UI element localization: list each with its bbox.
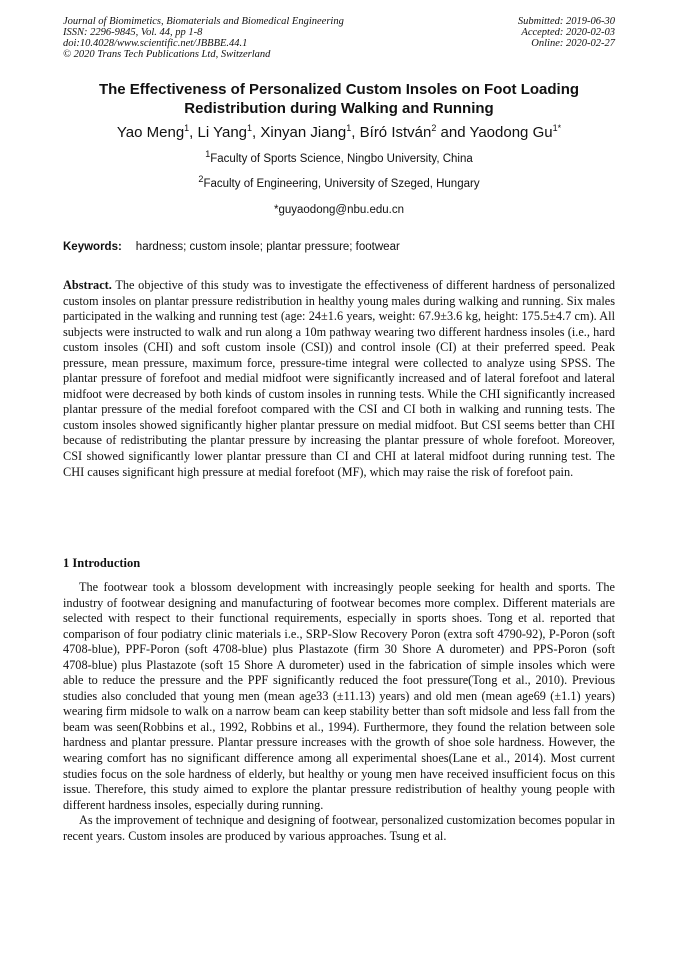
corresponding-email[interactable]: *guyaodong@nbu.edu.cn: [274, 204, 404, 216]
introduction-body: [63, 580, 615, 844]
keywords-line: [63, 240, 623, 254]
author-list: Yao Meng$^1$, Li Yang$^1$, Xinyan Jiang$^1$, Bíró István$^2$ and Yaodong $Gu^{1*}$: [116, 123, 562, 141]
issn-line: ISSN: 2296-9845, Vol. 44, pp 1-8: [63, 27, 203, 38]
author-name: Yao Meng: [116, 124, 185, 141]
section-heading: 1 Introduction: [63, 556, 141, 570]
doi-line: doi:10.4028/www.scientific.net/JBBBE.44.1: [63, 38, 248, 49]
accepted-date: Accepted: 2020-02-03: [521, 27, 615, 38]
author-name: Yaodong Gu: [469, 124, 553, 141]
affiliation-text: Faculty of Engineering, University of Szeged, Hungary: [203, 178, 480, 190]
affiliation-text: Faculty of Sports Science, Ningbo University, China: [210, 153, 473, 165]
paper-title: [40, 80, 638, 118]
author-affiliation-mark: 1*: [552, 123, 562, 133]
author-name: Bíró István: [359, 124, 432, 141]
keywords-label: Keywords:: [63, 241, 122, 253]
journal-header: [63, 16, 393, 60]
author-name: Xinyan Jiang: [260, 124, 347, 141]
affiliation-mark: 1: [205, 149, 211, 160]
keywords-text: hardness; custom insole; plantar pressure; footwear: [135, 241, 400, 253]
author-affiliation-mark: 2: [431, 123, 437, 133]
submitted-date: Submitted: 2019-06-30: [517, 16, 615, 27]
author-name: Li Yang: [197, 124, 248, 141]
author-affiliation-mark: 1: [247, 123, 253, 133]
affiliation-2: [40, 174, 638, 191]
affiliation-mark: 2: [198, 174, 204, 185]
dates-header: [415, 16, 615, 49]
online-date: Online: 2020-02-27: [531, 38, 615, 49]
title-line-1: The Effectiveness of Personalized Custom Insoles on Foot Loading: [98, 81, 580, 98]
abstract-label: Abstract.: [63, 278, 112, 292]
abstract-text: The objective of this study was to investigate the effectiveness of different hardness of personalized custom insoles on plantar pressure redistribution in healthy young males during walking and running. Six males participated in the walking and running test (age: 24±1.6 years, weight: 67.9±3.6 kg, height: 175.5±4.7 cm). All subjects were instructed to walk and run along a 10m pathway wearing two different hardness insoles (i.e., hard custom insoles (CHI) and soft custom insole (CSI)) and control insole (CI) at their preferred speed. Peak pressure, mean pressure, maximum force, pressure-time integral were collected to analyze using SPSS. The plantar pressure of forefoot and medial midfoot were significantly increased and of lateral forefoot and lateral midfoot were decreased by both kinds of custom insoles in running tests. While the CHI significantly increased plantar pressure of the medial forefoot compared with the CSI and CI both in walking and running tests. The custom insoles showed significantly higher plantar pressure on medial midfoot. But CSI seems better than CHI because of redistributing the plantar pressure by increasing the plantar pressure of whole forefoot. Moreover, CSI showed significantly lower plantar pressure than CI and CHI at lateral midfoot during running test. The CHI causes significant high pressure at medial forefoot (MF), which may raise the risk of forefoot pain.: [63, 278, 615, 479]
author-affiliation-mark: 1: [346, 123, 352, 133]
affiliation-1: [40, 149, 638, 166]
copyright-line: © 2020 Trans Tech Publications Ltd, Switzerland: [63, 49, 271, 60]
author-affiliation-mark: 1: [184, 123, 190, 133]
paragraph: As the improvement of technique and designing of footwear, personalized customization becomes popular in recent years. Custom insoles are produced by various approaches. Tsung et al.: [63, 813, 615, 843]
paragraph: The footwear took a blossom development with increasingly people seeking for health and sports. The industry of footwear designing and manufacturing of footwear becomes more complex. Different materials are selected with respect to their functional requirements, especially in sports shoes. Tong et al. reported that comparison of four podiatry clinic materials i.e., SRP-Slow Recovery Poron (extra soft 4790-92), P-Poron (soft 4708-blue), PPF-Poron (soft 4708-blue) plus Plastazote (firm 30 Shore A durometer) and PPS-Poron (soft 4708-blue) plus Plastazote (soft 15 Shore A durometer) used in the fabrication of simple insoles which were able to reduce the pressure and the PPF significantly reduced the foot pressure(Tong et al., 2010). Previous studies also concluded that young men (mean age33 (±11.13) years) and old men (mean age69 (±1.1) years) wearing firm midsole to walk on a narrow beam can keep stability better than soft midsole and less fall from the beam was seen(Robbins et al., 1992, Robbins et al., 1994). Furthermore, they found the relation between sole hardness and plantar pressure. Plantar pressure increases with the growth of shoe sole hardness. However, the wearing comfort has no significant difference among all experimental shoes(Lane et al., 2014). Most current studies focus on the sole hardness of elderly, but healthy or young men have received insufficient focus on this issue. Therefore, this study aimed to explore the plantar pressure redistribution of healthy young people with different hardness insoles, especially during running.: [63, 580, 615, 812]
title-line-2: Redistribution during Walking and Running: [184, 100, 494, 117]
abstract: [63, 278, 615, 480]
journal-name: Journal of Biomimetics, Biomaterials and Biomedical Engineering: [63, 16, 344, 27]
